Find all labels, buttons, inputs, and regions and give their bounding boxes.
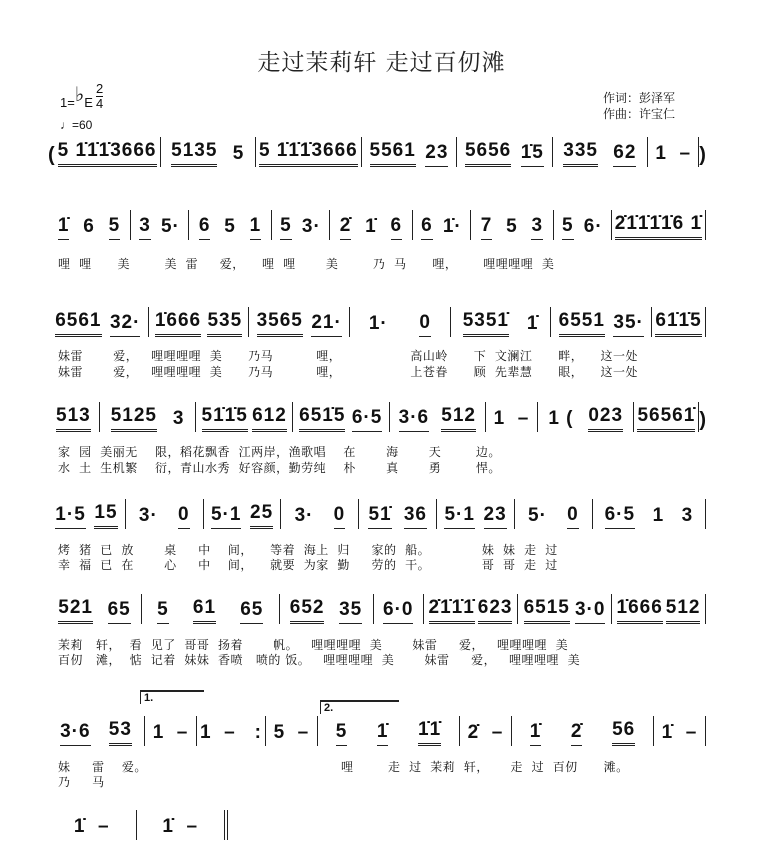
note-group: 61	[193, 597, 216, 624]
note-group: 51̇1̇5	[202, 405, 248, 432]
note-group: 1̇	[377, 721, 389, 746]
measure	[249, 307, 350, 337]
note-group: 62	[613, 142, 636, 167]
note-group: 2̇1̇1̇1̇	[429, 597, 475, 624]
note-group: 1 –	[493, 408, 530, 429]
measure	[293, 402, 390, 432]
note-group: 2̇ –	[467, 722, 504, 743]
note-group: 0	[334, 504, 346, 529]
note-group: 1 –	[152, 722, 189, 743]
credits	[603, 90, 675, 122]
measure	[551, 307, 652, 337]
measure	[189, 210, 272, 240]
note-group: 6561	[55, 310, 101, 337]
lyric-line: 家 园 美丽无 限，稻花飘香 江两岸，渔歌唱 在 海 天 边。	[58, 445, 501, 459]
note-group: 6515	[524, 597, 570, 624]
measure	[131, 210, 189, 240]
note-group: 36	[404, 504, 427, 529]
measure	[413, 210, 471, 240]
lyric-line: 乃 马	[58, 775, 105, 789]
note-group: 15	[94, 502, 117, 529]
lyric-line: 妹 雷 爱。 哩 走 过 茉莉 轩， 走 过 百仞 滩。	[58, 760, 629, 774]
measure	[654, 716, 706, 746]
note-group: 1̇	[530, 721, 542, 746]
note-group: 3·	[301, 216, 321, 237]
note-group: 56	[612, 719, 635, 746]
measure	[553, 137, 648, 167]
measure	[451, 307, 552, 337]
note-group: 35·	[613, 312, 643, 337]
note-group: 1·	[368, 313, 388, 334]
note-group: 0	[178, 504, 190, 529]
note-group: 1̇	[58, 215, 70, 240]
measure	[359, 499, 437, 529]
flat-icon: ♭	[74, 84, 85, 106]
note-group: 3·0	[575, 599, 605, 624]
open-paren: (	[48, 144, 55, 166]
measure	[137, 810, 229, 840]
note-group: 6	[421, 215, 433, 240]
note-group: 65	[240, 599, 263, 624]
measure	[142, 594, 280, 624]
measure	[48, 594, 142, 624]
measure	[48, 307, 149, 337]
note-group: 25	[250, 502, 273, 529]
note-group: 5 1̇1̇1̇	[58, 140, 111, 167]
note-group: 5	[562, 215, 574, 240]
volta-bracket-2: 2.	[320, 700, 399, 714]
measure	[374, 594, 425, 624]
measure	[196, 402, 293, 432]
time-numerator: 2	[96, 81, 104, 96]
note-group: 3·6	[399, 407, 429, 432]
note-group: 6·5	[605, 504, 635, 529]
note-group: 5	[336, 721, 348, 746]
note-group: 1̇1̇	[418, 719, 441, 746]
note-group: 3	[172, 408, 185, 429]
note-group: 5	[280, 215, 292, 240]
note-group: 535	[207, 310, 242, 337]
measure	[318, 716, 460, 746]
note-group: 5	[157, 599, 169, 624]
note-group: 1 (	[548, 408, 574, 429]
note-group: 5	[224, 216, 236, 237]
staff-system	[48, 137, 706, 167]
note-group: 1̇·	[442, 216, 462, 237]
note-group: 3·6	[60, 721, 90, 746]
measure	[512, 716, 654, 746]
measure	[350, 307, 451, 337]
note-group: 6	[83, 216, 95, 237]
measure	[100, 402, 197, 432]
note-group: 3565	[257, 310, 303, 337]
note-group: 7	[481, 215, 493, 240]
measure	[486, 402, 538, 432]
measure	[55, 137, 161, 167]
note-group: 21·	[311, 312, 341, 337]
note-group: 5351̇	[463, 310, 509, 337]
measure	[518, 594, 612, 624]
note-group: 5·	[160, 216, 180, 237]
note-group: 3666	[110, 140, 156, 167]
note-group: 513	[56, 405, 91, 432]
note-group: 512	[666, 597, 701, 624]
note-group: 1	[652, 505, 665, 526]
note-group: 1̇ –	[661, 722, 698, 743]
measure	[145, 716, 197, 746]
measure	[330, 210, 413, 240]
note-group: 623	[478, 597, 513, 624]
note-group: 6	[199, 215, 211, 240]
note-group: 5	[232, 143, 245, 164]
measure	[515, 499, 593, 529]
measure	[593, 499, 706, 529]
note-group: 5135	[171, 140, 217, 167]
note-group: 1·5	[55, 504, 85, 529]
staff-system	[48, 402, 706, 432]
note-group: 23	[484, 504, 507, 529]
time-denominator: 4	[96, 96, 104, 111]
note-group: 1 –	[655, 143, 692, 164]
note-group: 651̇5	[299, 405, 345, 432]
note-group: 0	[567, 504, 579, 529]
note-group: 1̇666	[155, 310, 201, 337]
note-group: 2̇	[571, 721, 583, 746]
measure	[457, 137, 552, 167]
note-group: 5·1	[444, 504, 474, 529]
note-group: 521	[58, 597, 93, 624]
measure	[272, 210, 330, 240]
measure	[362, 137, 457, 167]
lyric-line: 烤 猪 已 放 桌 中 间， 等着 海上 归 家的 船。 妹 妹 走 过	[58, 543, 558, 557]
note-group: 5·1	[211, 504, 241, 529]
measure	[48, 810, 137, 840]
note-group: 1 – :	[200, 722, 262, 743]
staff-system	[48, 499, 706, 529]
composer: 作曲：许宝仁	[603, 107, 676, 121]
note-group: 5656	[465, 140, 511, 167]
volta-bracket-1: 1.	[140, 690, 204, 704]
note-group: 2̇	[340, 215, 352, 240]
staff-system	[48, 307, 706, 337]
note-group: 61̇1̇5	[655, 310, 701, 337]
measure	[280, 594, 374, 624]
measure	[256, 137, 362, 167]
note-group: 23	[425, 142, 448, 167]
measure	[281, 499, 359, 529]
note-group: 1	[250, 215, 262, 240]
note-group: 5	[109, 215, 121, 240]
note-group: 32·	[110, 312, 140, 337]
note-group: 1̇ –	[73, 816, 110, 837]
staff-system	[48, 210, 706, 240]
note-group: 1̇	[365, 216, 377, 237]
measure	[538, 402, 635, 432]
measure	[424, 594, 518, 624]
note-group: 3	[139, 215, 151, 240]
measure	[48, 499, 126, 529]
note-group: 5	[506, 216, 518, 237]
measure	[48, 402, 100, 432]
close-paren: )	[699, 144, 706, 166]
measure	[460, 716, 512, 746]
note-group: 6551	[559, 310, 605, 337]
note-group: 3·	[294, 505, 314, 526]
measure	[390, 402, 487, 432]
measure	[197, 716, 266, 746]
note-group: 65	[108, 599, 131, 624]
measure	[634, 402, 699, 432]
note-group: 652	[290, 597, 325, 624]
measure	[612, 594, 706, 624]
note-group: 2̇1̇1̇1̇	[615, 213, 661, 240]
note-group: 6	[391, 215, 403, 240]
lyric-line: 百仞 滩， 惦 记着 妹妹 香喷 喷的 饭。 哩哩哩哩 美 妹雷 爱， 哩哩哩哩 美	[58, 653, 581, 667]
note-group: 1̇ –	[162, 816, 199, 837]
lyricist: 作词：彭泽军	[603, 91, 676, 105]
staff-system	[48, 716, 706, 746]
note-group: 1̇6 1̇	[661, 213, 702, 240]
staff-system	[48, 810, 228, 840]
note-group: 1̇666	[617, 597, 663, 624]
song-title: 走过茉莉轩 走过百仞滩	[257, 50, 506, 76]
measure	[48, 716, 145, 746]
note-group: 0	[419, 312, 431, 337]
measure	[652, 307, 706, 337]
measure	[266, 716, 318, 746]
measure	[612, 210, 706, 240]
measure	[149, 307, 250, 337]
measure	[437, 499, 515, 529]
note-group: 3	[531, 215, 543, 240]
note-group: 3·	[138, 505, 158, 526]
lyric-line: 茉莉 轩， 看 见了 哥哥 扬着 帆。 哩哩哩哩 美 妹雷 爱， 哩哩哩哩 美	[58, 638, 569, 652]
measure	[48, 210, 131, 240]
note-group: 5561	[370, 140, 416, 167]
note-group: 1̇5	[521, 142, 544, 167]
note-group: 5 1̇1̇1̇	[259, 140, 312, 167]
close-paren: )	[699, 409, 706, 431]
measure	[554, 210, 612, 240]
note-group: 1̇	[526, 313, 539, 334]
note-group: 3666	[311, 140, 357, 167]
key-prefix: 1=	[60, 95, 75, 110]
note-group: 35	[339, 599, 362, 624]
note-group: 6·0	[383, 599, 413, 624]
key-note: E	[84, 95, 93, 110]
measure	[648, 137, 699, 167]
note-group: 512	[441, 405, 476, 432]
measure	[161, 137, 256, 167]
tempo-mark: ♩=60	[60, 118, 93, 132]
lyric-line: 妹雷 爱， 哩哩哩哩 美 乃马 哩， 高山岭 下 文澜江 畔， 这一处	[58, 349, 638, 363]
lyric-line: 妹雷 爱， 哩哩哩哩 美 乃马 哩， 上苍眷 顾 先辈慧 眼， 这一处	[58, 365, 638, 379]
note-group: 3	[681, 505, 694, 526]
note-group: 6·5	[352, 407, 382, 432]
time-signature	[96, 82, 103, 111]
note-group: 335	[563, 140, 598, 167]
note-group: 53	[109, 719, 132, 746]
lyric-line: 哩 哩 美 美 雷 爱， 哩 哩 美 乃 马 哩， 哩哩哩哩 美	[58, 257, 555, 271]
key-signature	[60, 84, 93, 113]
measure	[204, 499, 282, 529]
staff-system	[48, 594, 706, 624]
lyric-line: 幸 福 已 在 心 中 间， 就要 为家 勤 劳的 干。 哥 哥 走 过	[58, 558, 558, 572]
note-group: 5 –	[273, 722, 310, 743]
lyric-line: 水 土 生机繁 衍，青山水秀 好容颜，勤劳纯 朴 真 勇 悍。	[58, 461, 501, 475]
note-group: 023	[588, 405, 623, 432]
note-group: 5125	[111, 405, 157, 432]
note-group: 6·	[583, 216, 603, 237]
note-group: 56561̇	[637, 405, 695, 432]
note-group: 612	[252, 405, 287, 432]
note-group: 51̇	[368, 504, 391, 529]
note-group: 5·	[528, 505, 547, 526]
measure	[471, 210, 554, 240]
measure	[126, 499, 204, 529]
